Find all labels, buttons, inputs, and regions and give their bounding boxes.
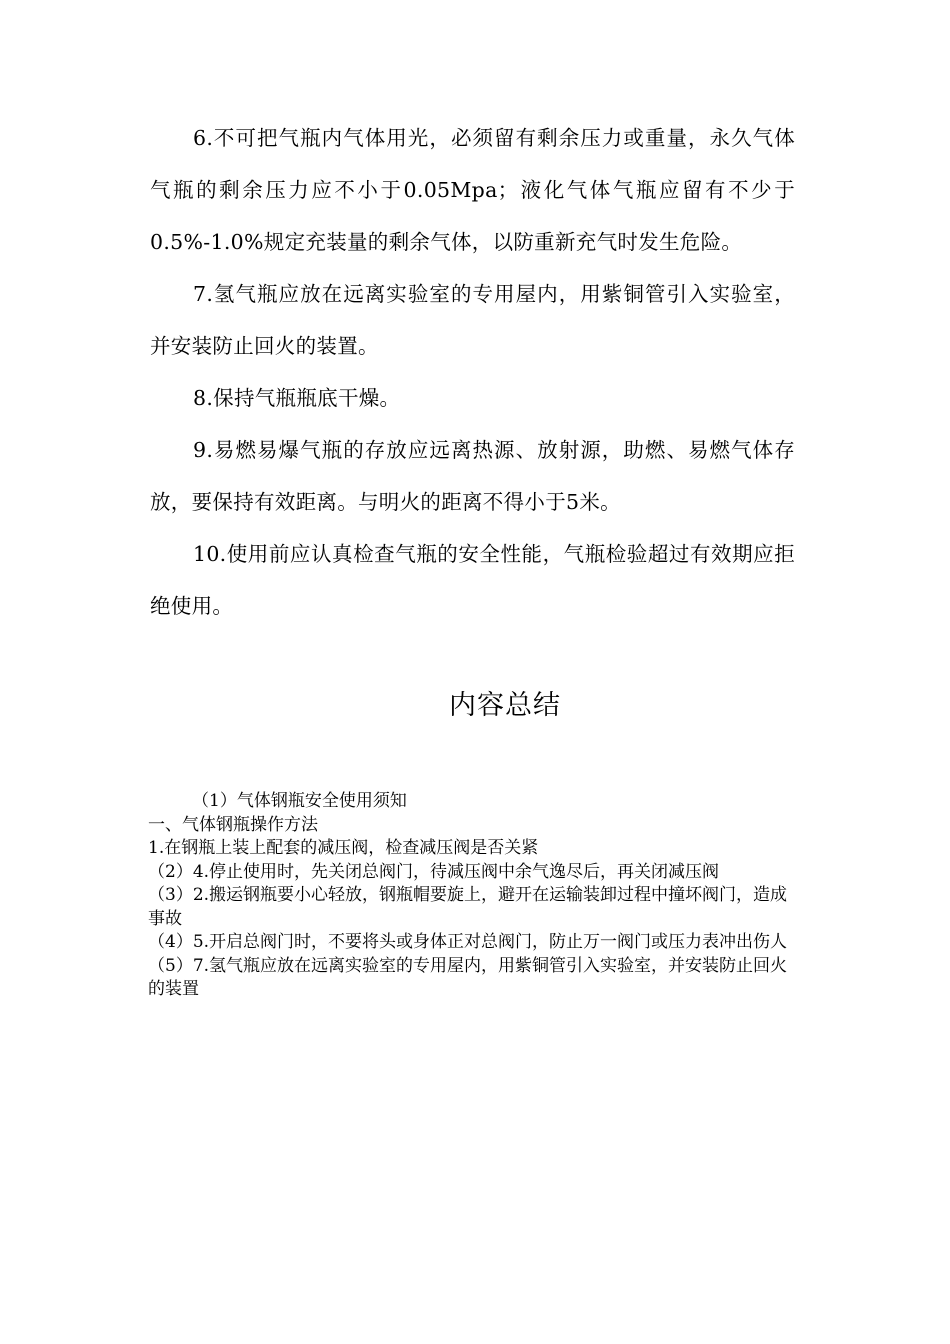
- summary-line-4: （2）4.停止使用时，先关闭总阀门，待减压阀中余气逸尽后，再关闭减压阀: [148, 861, 720, 882]
- paragraph-10: 10.使用前应认真检查气瓶的安全性能，气瓶检验超过有效期应拒绝使用。: [150, 542, 795, 618]
- paragraph-9: 9.易燃易爆气瓶的存放应远离热源、放射源，助燃、易燃气体存放，要保持有效距离。与明火的距离不得小于5米。: [150, 438, 795, 514]
- summary-line-2: 一、气体钢瓶操作方法: [148, 814, 318, 835]
- summary-title: 内容总结: [449, 690, 561, 721]
- summary-section: [148, 790, 800, 1002]
- paragraph-6: 6.不可把气瓶内气体用光，必须留有剩余压力或重量，永久气体气瓶的剩余压力应不小于0.05Mpa；液化气体气瓶应留有不少于0.5%-1.0%规定充装量的剩余气体，以防重新充气时发生危险。: [150, 126, 795, 254]
- summary-line-6: （4）5.开启总阀门时，不要将头或身体正对总阀门，防止万一阀门或压力表冲出伤人: [148, 932, 788, 952]
- paragraph-7: 7.氢气瓶应放在远离实验室的专用屋内，用紫铜管引入实验室，并安装防止回火的装置。: [150, 282, 795, 358]
- summary-line-5: （3）2.搬运钢瓶要小心轻放，钢瓶帽要旋上，避开在运输装卸过程中撞坏阀门，造成事故: [148, 885, 788, 929]
- summary-line-1: （1）气体钢瓶安全使用须知: [192, 791, 407, 811]
- paragraph-8: 8.保持气瓶瓶底干燥。: [193, 386, 401, 410]
- summary-line-7: （5）7.氢气瓶应放在远离实验室的专用屋内，用紫铜管引入实验室，并安装防止回火的装置: [148, 955, 788, 999]
- summary-line-3: 1.在钢瓶上装上配套的减压阀，检查减压阀是否关紧: [148, 838, 539, 858]
- body-text: [150, 112, 795, 632]
